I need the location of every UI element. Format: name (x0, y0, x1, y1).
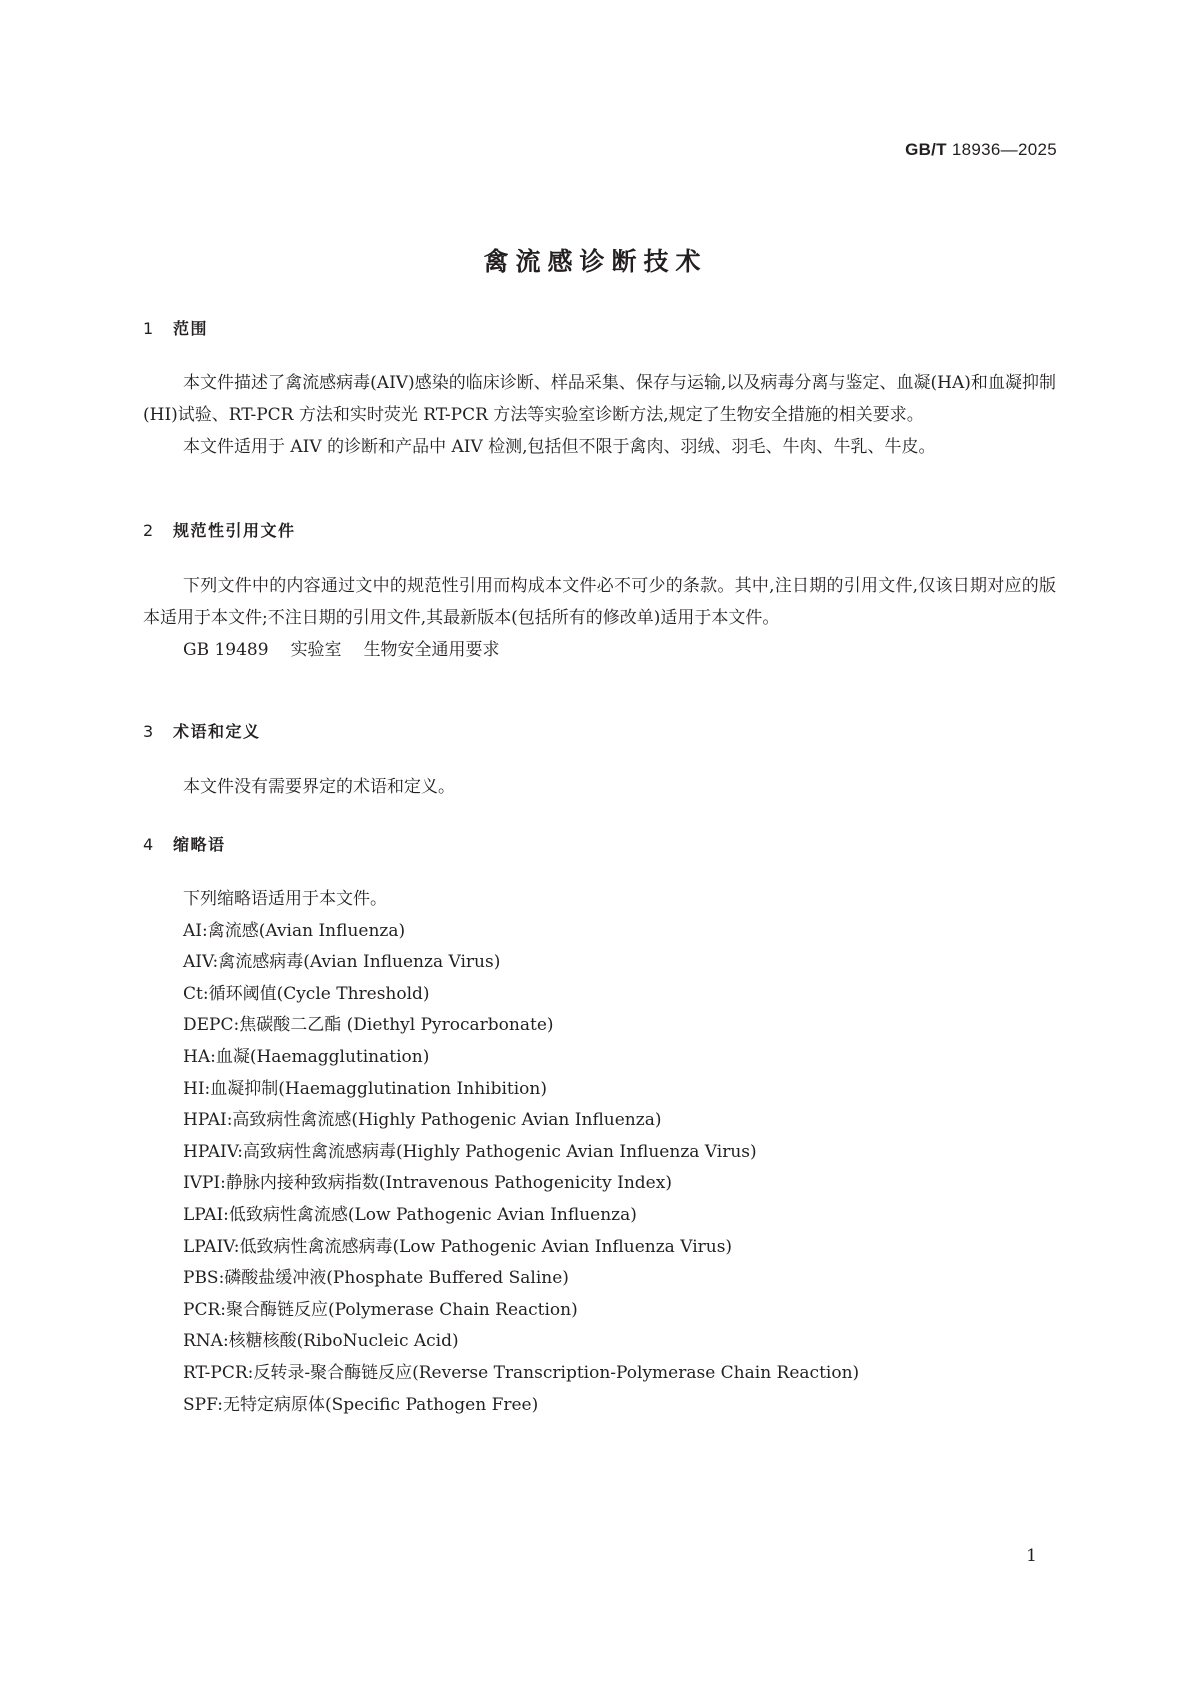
abbreviation-item: LPAIV:低致病性禽流感病毒(Low Pathogenic Avian Influenza Virus) (183, 1236, 733, 1257)
abbreviation-item: AIV:禽流感病毒(Avian Influenza Virus) (183, 952, 501, 973)
abbreviation-item: LPAI:低致病性禽流感(Low Pathogenic Avian Influenza) (183, 1204, 637, 1225)
section-1-heading (143, 318, 208, 340)
standard-number (905, 140, 1057, 160)
section-number: 3 (143, 722, 155, 741)
normative-reference (143, 634, 1056, 666)
section-number: 1 (143, 319, 155, 338)
abbreviation-item: PBS:磷酸盐缓冲液(Phosphate Buffered Saline) (183, 1268, 569, 1289)
section-number: 2 (143, 521, 155, 540)
document-title: 禽流感诊断技术 (483, 247, 708, 276)
section-2-heading (143, 520, 296, 542)
section-title: 缩略语 (173, 835, 226, 854)
page-number: 1 (1026, 1546, 1037, 1566)
standard-code: 18936—2025 (951, 140, 1057, 159)
abbreviation-item: SPF:无特定病原体(Specific Pathogen Free) (183, 1394, 539, 1415)
section-3-body (143, 771, 1056, 803)
section-title: 规范性引用文件 (173, 521, 296, 540)
standard-prefix: GB/T (905, 140, 947, 159)
section-3-heading (143, 721, 261, 743)
abbreviation-item: DEPC:焦碳酸二乙酯 (Diethyl Pyrocarbonate) (183, 1015, 554, 1036)
abbreviation-item: PCR:聚合酶链反应(Polymerase Chain Reaction) (183, 1299, 578, 1320)
abbreviation-item: HI:血凝抑制(Haemagglutination Inhibition) (183, 1078, 547, 1099)
abbreviation-item: IVPI:静脉内接种致病指数(Intravenous Pathogenicity Index) (183, 1173, 672, 1194)
paragraph: 下列文件中的内容通过文中的规范性引用而构成本文件必不可少的条款。其中,注日期的引用文件,仅该日期对应的版本适用于本文件;不注日期的引用文件,其最新版本(包括所有的修改单)适用于本文件。 (143, 576, 1056, 628)
paragraph: 本文件没有需要界定的术语和定义。 (183, 777, 455, 797)
section-title: 范围 (173, 319, 209, 338)
paragraph: 本文件描述了禽流感病毒(AIV)感染的临床诊断、样品采集、保存与运输,以及病毒分离与鉴定、血凝(HA)和血凝抑制(HI)试验、RT-PCR 方法和实时荧光 RT-PCR 方法等实验室诊断方法,规定了生物安全措施的相关要求。 (143, 373, 1056, 425)
abbreviation-item: HA:血凝(Haemagglutination) (183, 1046, 430, 1067)
section-1-body (143, 367, 1056, 463)
abbreviation-item: RNA:核糖核酸(RiboNucleic Acid) (183, 1331, 459, 1352)
section-title: 术语和定义 (173, 722, 261, 741)
abbreviation-list (143, 884, 1056, 1421)
reference-code: GB 19489 (183, 640, 269, 660)
abbreviation-item: HPAI:高致病性禽流感(Highly Pathogenic Avian Influenza) (183, 1110, 662, 1131)
abbreviation-item: HPAIV:高致病性禽流感病毒(Highly Pathogenic Avian Influenza Virus) (183, 1141, 757, 1162)
reference-title-part: 生物安全通用要求 (363, 640, 500, 660)
section-4-heading (143, 834, 226, 856)
paragraph: 本文件适用于 AIV 的诊断和产品中 AIV 检测,包括但不限于禽肉、羽绒、羽毛、牛肉、牛乳、牛皮。 (183, 437, 936, 457)
abbreviation-item: Ct:循环阈值(Cycle Threshold) (183, 983, 430, 1004)
abbreviation-intro: 下列缩略语适用于本文件。 (183, 889, 387, 909)
reference-title-part: 实验室 (290, 640, 342, 660)
abbreviation-item: RT-PCR:反转录-聚合酶链反应(Reverse Transcription-Polymerase Chain Reaction) (183, 1362, 860, 1383)
section-number: 4 (143, 835, 155, 854)
section-2-body (143, 570, 1056, 666)
abbreviation-item: AI:禽流感(Avian Influenza) (183, 920, 406, 941)
